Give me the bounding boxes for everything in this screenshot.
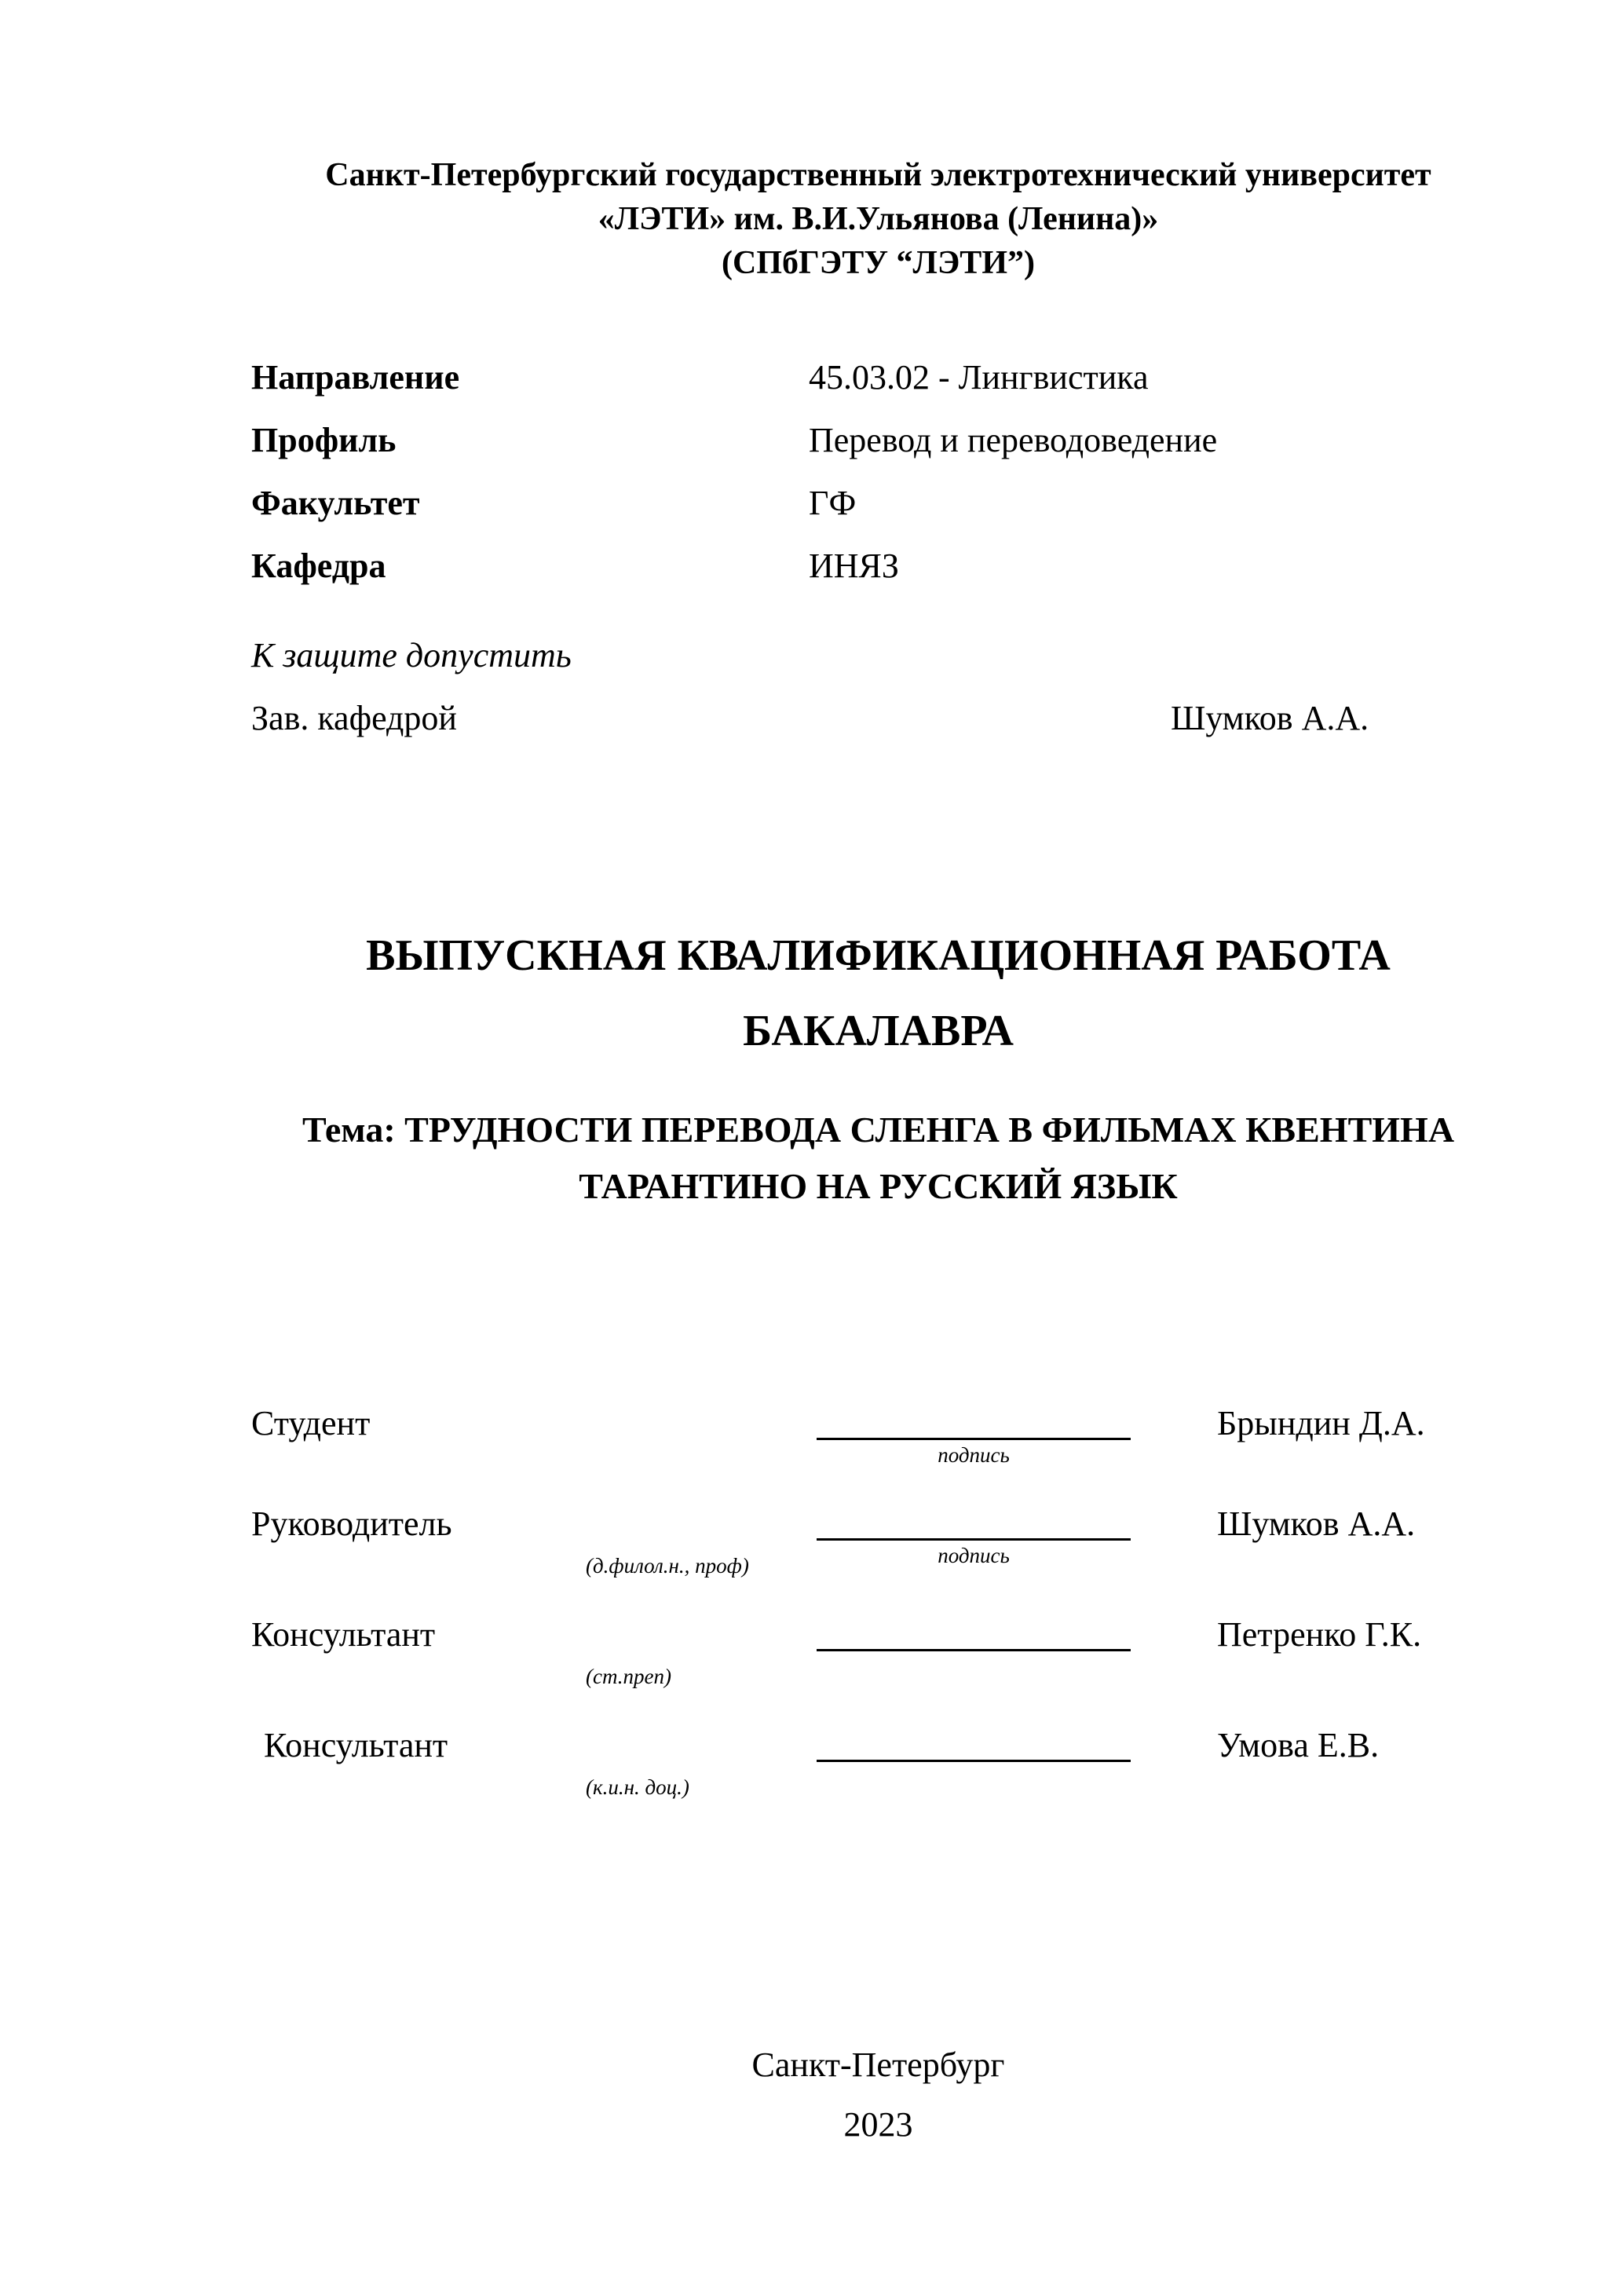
university-abbreviation: (СПбГЭТУ “ЛЭТИ”)	[722, 245, 1035, 281]
thesis-topic-line1: Тема: ТРУДНОСТИ ПЕРЕВОДА СЛЕНГА В ФИЛЬМАХ КВЕНТИНА	[302, 1110, 1455, 1150]
supervisor-name: Шумков А.А.	[1217, 1504, 1416, 1543]
consultant1-name: Петренко Г.К.	[1217, 1615, 1422, 1654]
supervisor-signature-caption: подпись	[938, 1544, 1010, 1567]
thesis-topic-line2: ТАРАНТИНО НА РУССКИЙ ЯЗЫК	[579, 1166, 1178, 1206]
signature-row-consultant-1	[251, 1614, 1505, 1689]
head-of-department-label: Зав. кафедрой	[251, 699, 457, 737]
page-footer	[251, 2035, 1505, 2155]
supervisor-signature-line	[817, 1538, 1131, 1541]
university-name-line1: Санкт-Петербургский государственный электротехнический университет	[325, 157, 1431, 193]
thesis-title-line1: ВЫПУСКНАЯ КВАЛИФИКАЦИОННАЯ РАБОТА	[366, 931, 1391, 980]
program-row-direction	[251, 357, 1505, 398]
consultant1-signature-area	[817, 1649, 1131, 1654]
profile-value: Перевод и переводоведение	[809, 421, 1218, 459]
faculty-value: ГФ	[809, 484, 857, 522]
student-name: Брындин Д.А.	[1217, 1404, 1425, 1442]
admission-statement: К защите допустить	[251, 636, 572, 675]
direction-label: Направление	[251, 358, 460, 397]
consultant2-name: Умова Е.В.	[1217, 1726, 1380, 1764]
consultant2-signature-area	[817, 1760, 1131, 1765]
consultant1-signature-line	[817, 1649, 1131, 1651]
supervisor-qualifier: (д.филол.н., проф)	[586, 1554, 749, 1578]
university-name-line2: «ЛЭТИ» им. В.И.Ульянова (Ленина)»	[598, 201, 1159, 237]
signature-row-consultant-2	[251, 1725, 1505, 1800]
thesis-title	[251, 918, 1505, 1069]
head-of-department-name: Шумков А.А.	[1171, 699, 1369, 737]
faculty-label: Факультет	[251, 484, 420, 522]
student-signature-caption: подпись	[938, 1443, 1010, 1467]
student-signature-line	[817, 1438, 1131, 1440]
program-row-profile	[251, 420, 1505, 461]
signature-row-student	[251, 1403, 1505, 1468]
program-row-department	[251, 546, 1505, 587]
city-label: Санкт-Петербург	[751, 2046, 1005, 2084]
consultant1-qualifier: (ст.преп)	[586, 1665, 672, 1688]
program-row-faculty	[251, 483, 1505, 524]
thesis-topic	[251, 1102, 1505, 1215]
thesis-title-line2: БАКАЛАВРА	[743, 1007, 1014, 1055]
signature-row-supervisor	[251, 1504, 1505, 1578]
direction-value: 45.03.02 - Лингвистика	[809, 358, 1149, 397]
student-signature-area	[817, 1438, 1131, 1468]
program-info	[251, 357, 1505, 587]
consultant2-role-label: Консультант	[264, 1726, 448, 1764]
consultant2-qualifier: (к.и.н. доц.)	[586, 1775, 689, 1799]
profile-label: Профиль	[251, 421, 397, 459]
consultant2-signature-line	[817, 1760, 1131, 1762]
supervisor-signature-area	[817, 1538, 1131, 1568]
admission-signature-row	[251, 698, 1505, 739]
signatures-block	[251, 1403, 1505, 1800]
department-label: Кафедра	[251, 547, 386, 585]
year-label: 2023	[843, 2105, 913, 2144]
admission-block	[251, 635, 1505, 739]
department-value: ИНЯЗ	[809, 547, 899, 585]
university-header	[251, 153, 1505, 285]
consultant1-role-label: Консультант	[251, 1615, 436, 1654]
student-role-label: Студент	[251, 1404, 371, 1442]
supervisor-role-label: Руководитель	[251, 1504, 452, 1543]
